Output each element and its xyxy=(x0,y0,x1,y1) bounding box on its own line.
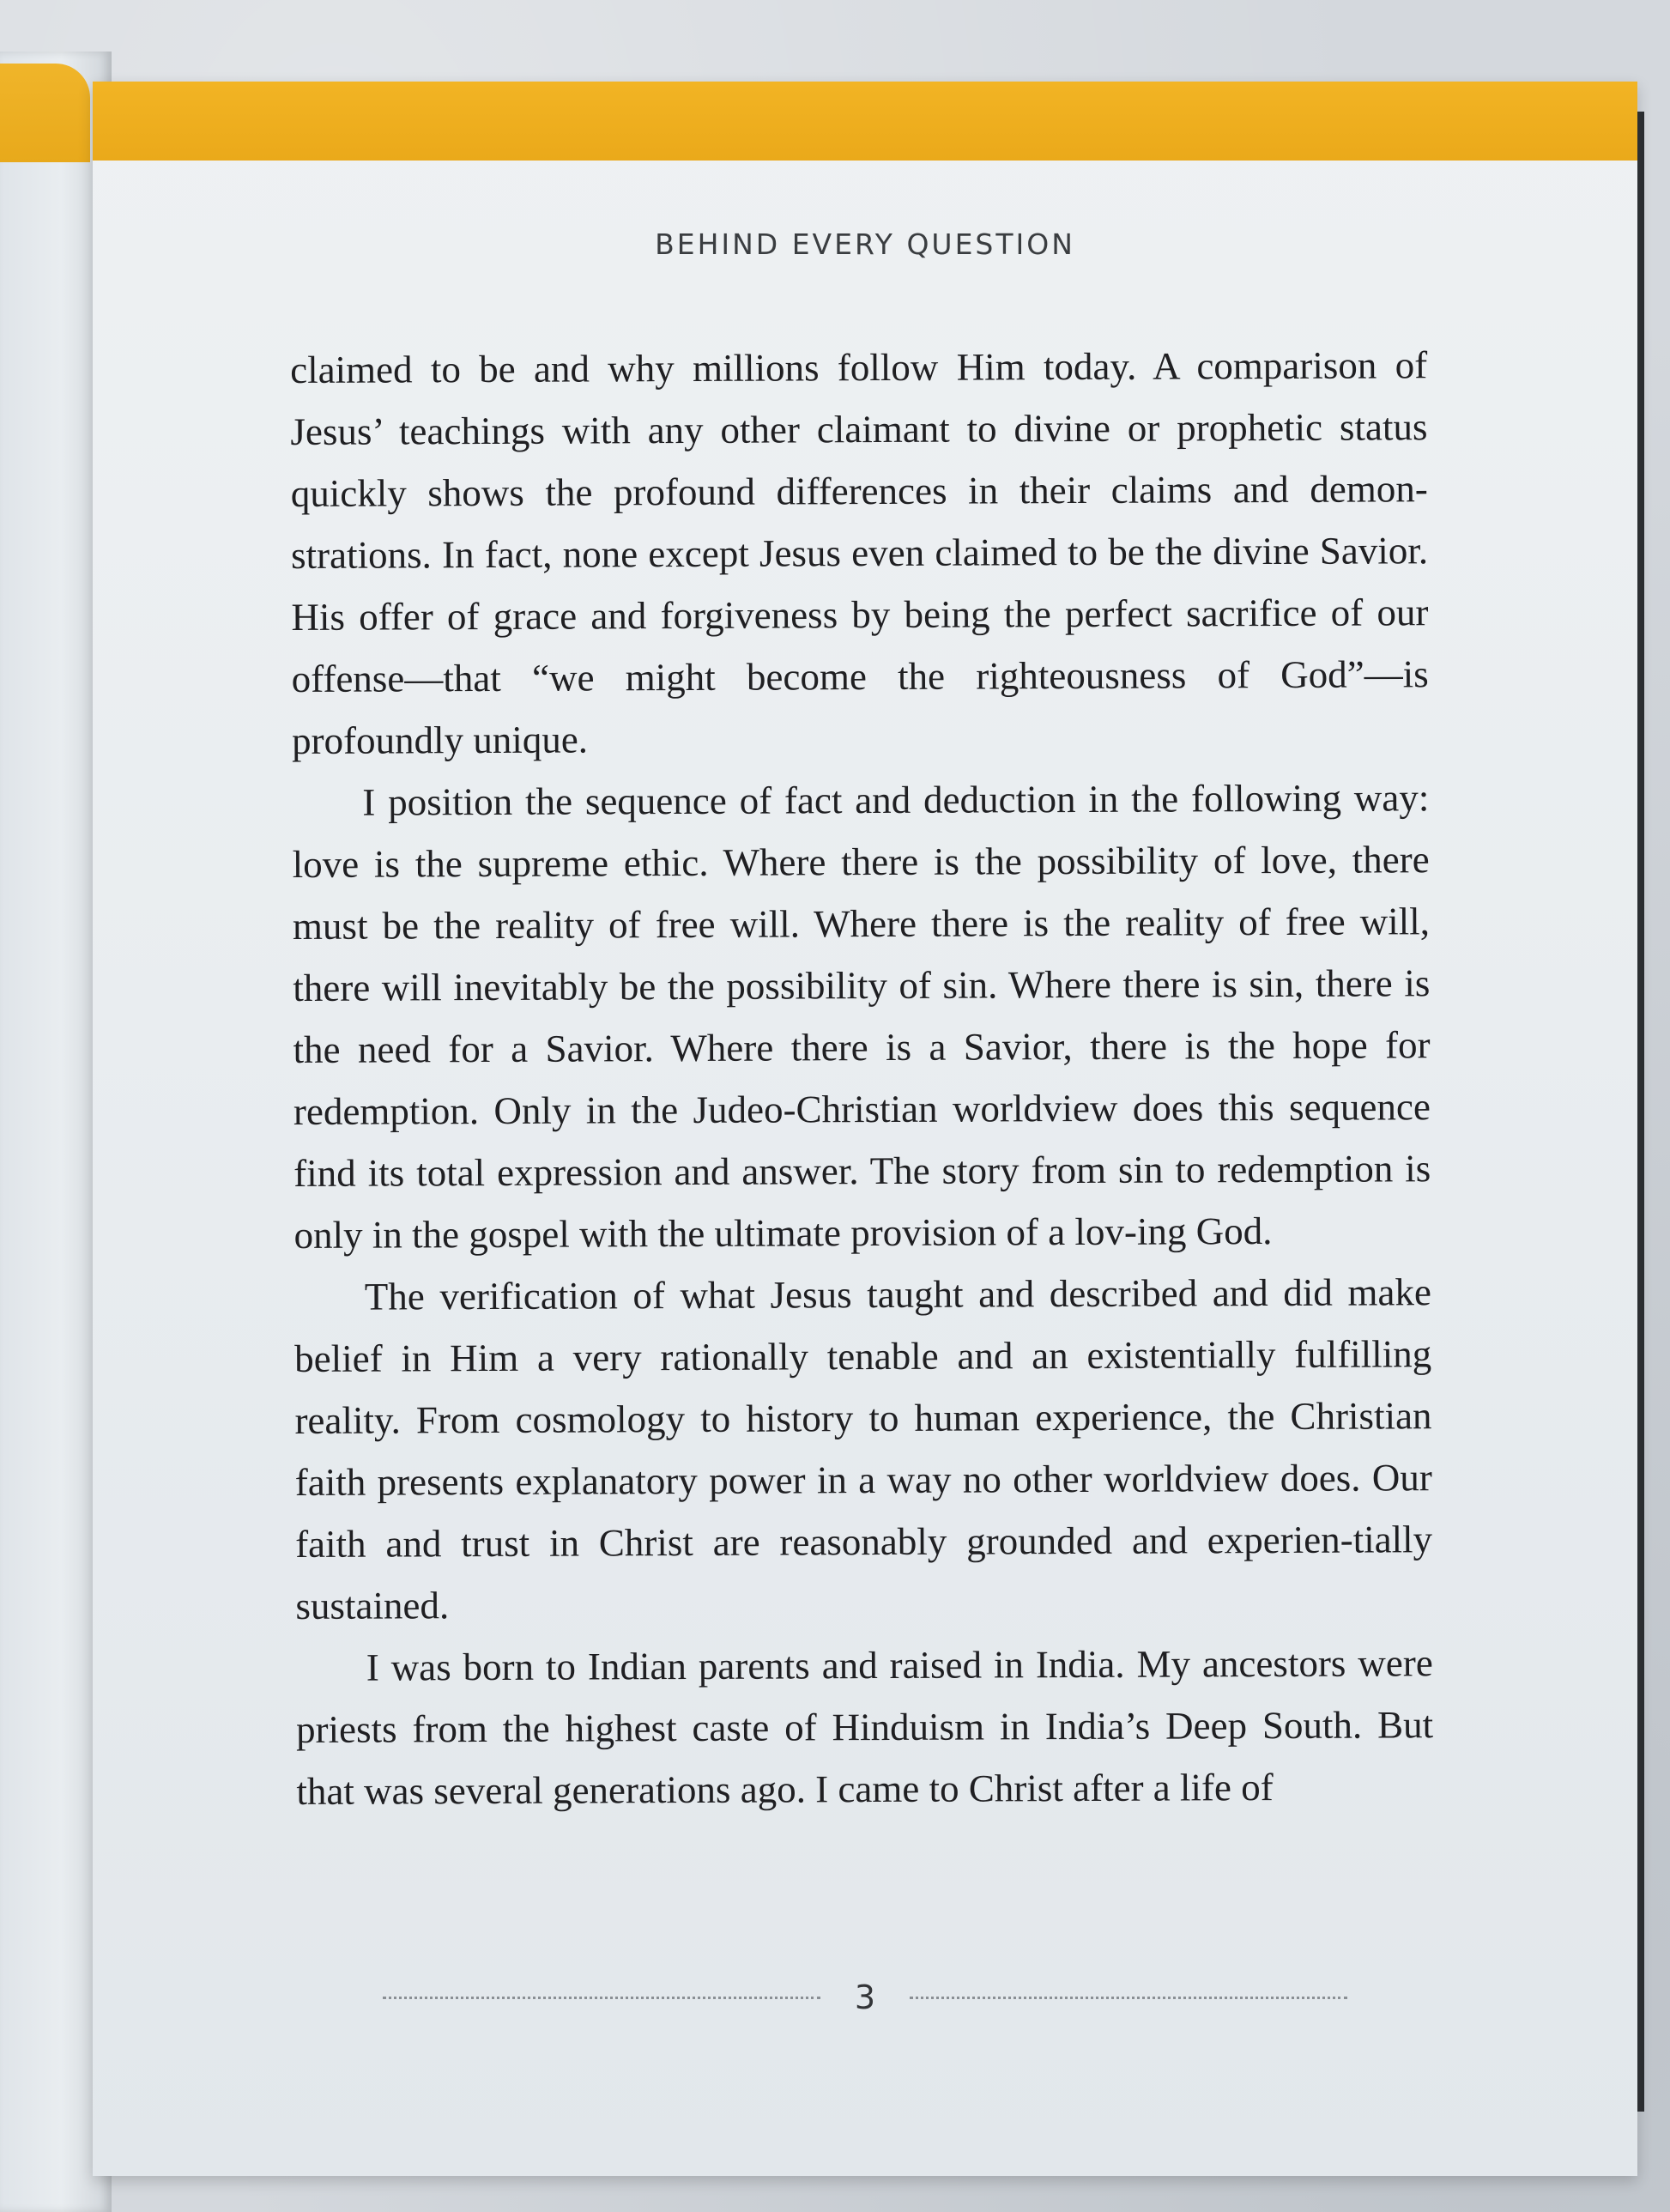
running-head: BEHIND EVERY QUESTION xyxy=(655,227,1075,261)
footer-dotted-rule-right xyxy=(910,1997,1347,1999)
page-footer xyxy=(93,1979,1637,2016)
page-number: 3 xyxy=(854,1979,876,2016)
paragraph-2: I position the sequence of fact and deduction in the following way: love is the supreme ethic. Where there is the possibility of love, there must be the reality of free will. Where there is the reality of free will, there will inevitably be the possibility of sin. Where there is sin, there is the need for a Savior. Where there is a Savior, there is the hope for redemption. Only in the Judeo-Christian worldview does this sequence find its total expression and answer. The story from sin to redemption is only in the gospel with the ultimate provision of a lov-ing God. xyxy=(292,776,1431,1257)
book-page xyxy=(93,82,1637,2176)
paragraph-4: I was born to Indian parents and raised in India. My ancestors were priests from the highest caste of Hinduism in India’s Deep South. But that was several generations ago. I came to Christ after a life of xyxy=(295,1641,1434,1813)
body-text xyxy=(290,334,1434,1822)
page-top-color-band xyxy=(93,82,1637,161)
paragraph-3: The verification of what Jesus taught and described and did make belief in Him a very rationally tenable and an existentially fulfilling reality. From cosmology to history to human experience, the Christian faith presents explanatory power in a way no other worldview does. Our faith and trust in Christ are reasonably grounded and experien-tially sustained. xyxy=(294,1270,1433,1627)
footer-dotted-rule-left xyxy=(383,1997,820,1999)
previous-page-color-band xyxy=(0,64,90,162)
paragraph-1: claimed to be and why millions follow Him today. A comparison of Jesus’ teachings with any other claimant to divine or prophetic status quickly shows the profound differences in their claims and demon-strations. In fact, none except Jesus even claimed to be the divine Savior. His offer of grace and forgiveness by being the perfect sacrifice of our offense—that “we might become the righteousness of God”—is profoundly unique. xyxy=(290,343,1429,762)
